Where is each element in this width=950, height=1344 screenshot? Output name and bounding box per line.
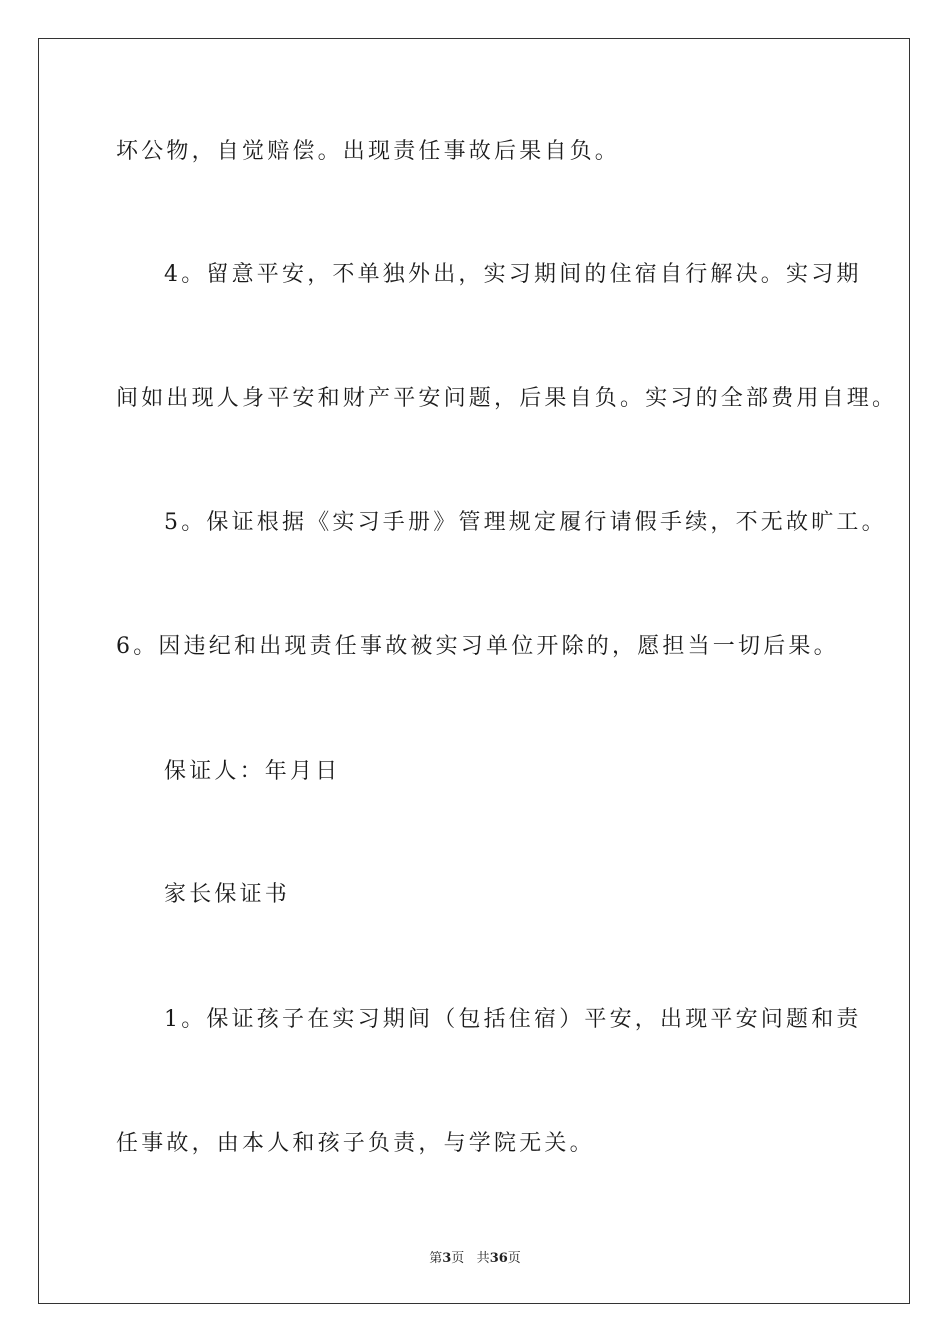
body-line-4: 5。保证根据《实习手册》管理规定履行请假手续，不无故旷工。 [164, 510, 887, 535]
body-line-1: 坏公物，自觉赔偿。出现责任事故后果自负。 [116, 139, 621, 164]
page-footer [0, 1247, 950, 1266]
page-label-prefix: 第 [429, 1251, 443, 1266]
body-line-5: 6。因违纪和出现责任事故被实习单位开除的，愿担当一切后果。 [116, 634, 839, 659]
total-label-prefix: 共 [476, 1251, 490, 1266]
total-pages: 36 [489, 1251, 508, 1266]
section-heading: 家长保证书 [164, 882, 291, 907]
page-number: 3 [442, 1251, 452, 1266]
page-border [38, 38, 910, 1304]
body-line-7: 任事故，由本人和孩子负责，与学院无关。 [116, 1131, 595, 1156]
body-line-3: 间如出现人身平安和财产平安问题，后果自负。实习的全部费用自理。 [116, 386, 898, 411]
body-line-2: 4。留意平安，不单独外出，实习期间的住宿自行解决。实习期 [164, 262, 862, 287]
page-label-suffix: 页 [451, 1251, 465, 1266]
body-line-6: 1。保证孩子在实习期间（包括住宿）平安，出现平安问题和责 [164, 1007, 862, 1032]
total-label-suffix: 页 [507, 1251, 521, 1266]
signature-line: 保证人：年月日 [164, 759, 341, 784]
